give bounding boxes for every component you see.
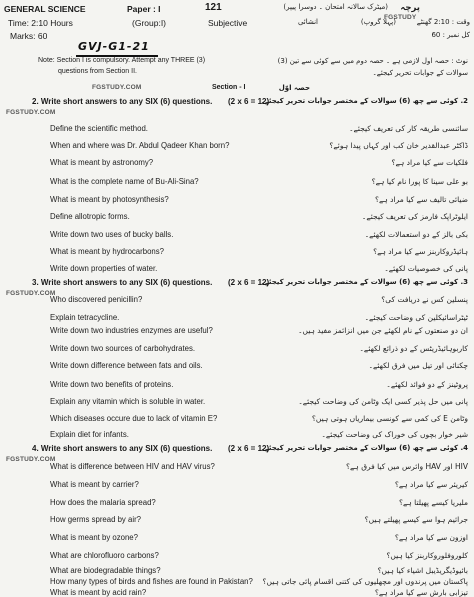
fgstudy-watermark-top: FGSTUDY <box>384 14 417 21</box>
note-line-1: Note: Section I is compulsory. Attempt any THREE (3) <box>38 57 206 64</box>
urdu-time: وقت : 2:10 گھنٹے <box>416 18 470 26</box>
q2-item-7-urdu: بکی بالز کے دو استعمالات لکھئے۔ <box>364 230 468 239</box>
q3-item-4: Write down two sources of carbohydrates. <box>50 344 196 353</box>
q3-item-6: Write down two benefits of proteins. <box>50 380 174 389</box>
watermark: FGSTUDY.COM <box>6 456 56 463</box>
urdu-type: انشائی <box>297 18 318 26</box>
q4-item-3-urdu: ملیریا کیسے پھیلتا ہے؟ <box>399 498 468 507</box>
q2-item-1: Define the scientific method. <box>50 124 148 133</box>
handwritten-paper-code: GVJ-G1-21 <box>78 40 150 53</box>
subject-label: GENERAL SCIENCE <box>4 4 86 14</box>
section-urdu-label: حصہ اوّل <box>278 84 310 92</box>
q3-item-3: Write down two industries enzymes are useful? <box>50 326 213 335</box>
q2-marks: (2 x 6 = 12) <box>228 97 270 106</box>
urdu-group: (پہلا گروپ) <box>360 18 396 26</box>
q4-item-1-urdu: HIV اور HAV وائرس میں کیا فرق ہے؟ <box>346 462 468 471</box>
q4-item-9: What is meant by acid rain? <box>50 588 147 597</box>
q2-item-8-urdu: ہائیڈروکاربنز سے کیا مراد ہے؟ <box>373 247 468 256</box>
watermark: FGSTUDY.COM <box>6 109 56 116</box>
q4-item-5: What is meant by ozone? <box>50 533 138 542</box>
q2-header: 2. Write short answers to any SIX (6) questions. <box>32 97 213 106</box>
q4-item-3: How does the malaria spread? <box>50 498 156 507</box>
q3-item-9-urdu: شیر خوار بچوں کی خوراک کی وضاحت کیجئے۔ <box>321 430 468 439</box>
note-line-2: questions from Section II. <box>58 68 137 75</box>
q4-item-4: How germs spread by air? <box>50 515 142 524</box>
q3-item-3-urdu: ان دو صنعتوں کے نام لکھئے جن میں انزائمز مفید ہیں۔ <box>298 326 468 335</box>
q3-header: 3. Write short answers to any SIX (6) questions. <box>32 278 213 287</box>
q4-item-6-urdu: کلوروفلوروکاربنز کیا ہیں؟ <box>386 551 468 560</box>
urdu-marks: کل نمبر : 60 <box>431 31 470 39</box>
q2-item-6-urdu: ایلوٹراپک فارمز کی تعریف کیجئے۔ <box>361 212 468 221</box>
q2-item-4: What is the complete name of Bu-Ali-Sina? <box>50 177 199 186</box>
q3-item-2: Explain tetracycline. <box>50 313 120 322</box>
q4-item-4-urdu: جراثیم ہوا سے کیسے پھیلتے ہیں؟ <box>364 515 468 524</box>
section-label: Section - I <box>212 84 246 91</box>
q3-item-1-urdu: پنسلین کس نے دریافت کی؟ <box>381 295 468 304</box>
q3-item-5-urdu: چکنائی اور تیل میں فرق لکھئے۔ <box>368 361 468 370</box>
q2-item-1-urdu: سائنسی طریقہ کار کی تعریف کیجئے۔ <box>349 124 468 133</box>
q4-urdu-header: 4. کوئی سے چھ (6) سوالات کے مختصر جوابات تحریر کیجئے۔ <box>260 444 468 452</box>
q3-marks: (2 x 6 = 12) <box>228 278 270 287</box>
watermark: FGSTUDY.COM <box>92 84 142 91</box>
q2-urdu-header: 2. کوئی سے چھ (6) سوالات کے مختصر جوابات تحریر کیجئے۔ <box>260 97 468 105</box>
q2-item-2: When and where was Dr. Abdul Qadeer Khan born? <box>50 141 230 150</box>
group-label: (Group:I) <box>132 18 167 28</box>
q4-item-1: What is difference between HIV and HAV virus? <box>50 462 215 471</box>
q2-item-9-urdu: پانی کی خصوصیات لکھئے۔ <box>384 264 468 273</box>
q2-item-3-urdu: فلکیات سے کیا مراد ہے؟ <box>391 158 468 167</box>
q2-item-5-urdu: ضیائی تالیف سے کیا مراد ہے؟ <box>374 195 468 204</box>
q3-item-9: Explain diet for infants. <box>50 430 129 439</box>
q2-item-5: What is meant by photosynthesis? <box>50 195 169 204</box>
urdu-paper: پرچہ <box>400 3 420 13</box>
type-label: Subjective <box>208 18 248 28</box>
marks-label: Marks: 60 <box>10 31 48 41</box>
q3-item-5: Write down difference between fats and oils. <box>50 361 203 370</box>
q3-urdu-header: 3. کوئی سے چھ (6) سوالات کے مختصر جوابات تحریر کیجئے۔ <box>260 278 468 286</box>
note-urdu-line-1: نوٹ : حصہ اول لازمی ہے ۔ حصہ دوم میں سے کوئی سے تین (3) <box>277 57 468 65</box>
q3-item-1: Who discovered penicillin? <box>50 295 143 304</box>
watermark: FGSTUDY.COM <box>6 290 56 297</box>
q4-item-9-urdu: تیزابی بارش سے کیا مراد ہے؟ <box>374 588 468 597</box>
q4-item-7-urdu: بائیوڈیگریڈیبل اشیاء کیا ہیں؟ <box>377 566 468 575</box>
q4-item-5-urdu: اوزون سے کیا مراد ہے؟ <box>394 533 468 542</box>
q3-item-6-urdu: پروٹینز کے دو فوائد لکھئے۔ <box>386 380 468 389</box>
q2-item-4-urdu: بو علی سینا کا پورا نام کیا ہے؟ <box>371 177 468 186</box>
q4-item-8: How many types of birds and fishes are found in Pakistan? <box>50 577 253 586</box>
q3-item-4-urdu: کاربوہائیڈریٹس کے دو ذرائع لکھئے۔ <box>359 344 468 353</box>
note-urdu-line-2: سوالات کے جوابات تحریر کیجئے۔ <box>372 69 468 77</box>
q2-item-9: Write down properties of water. <box>50 264 158 273</box>
q4-item-6: What are chlorofluoro carbons? <box>50 551 159 560</box>
q2-item-3: What is meant by astronomy? <box>50 158 154 167</box>
q3-item-8-urdu: وٹامن E کی کمی سے کونسی بیماریاں ہوتی ہیں؟ <box>311 414 468 423</box>
q4-item-2-urdu: کیریئر سے کیا مراد ہے؟ <box>394 480 468 489</box>
q3-item-7: Explain any vitamin which is soluble in water. <box>50 397 206 406</box>
q2-item-7: Write down two uses of bucky balls. <box>50 230 174 239</box>
q4-marks: (2 x 6 = 12) <box>228 444 270 453</box>
urdu-title: (میٹرک سالانہ امتحان ۔ دوسرا پیپر) <box>283 3 388 11</box>
time-label: Time: 2:10 Hours <box>8 18 73 28</box>
q4-item-2: What is meant by carrier? <box>50 480 139 489</box>
q4-item-7: What are biodegradable things? <box>50 566 161 575</box>
q2-item-2-urdu: ڈاکٹر عبدالقدیر خان کب اور کہاں پیدا ہوئے؟ <box>329 141 468 150</box>
q3-item-2-urdu: ٹیٹراسائیکلین کی وضاحت کیجئے۔ <box>364 313 468 322</box>
q2-item-6: Define allotropic forms. <box>50 212 130 221</box>
paper-label: Paper : I <box>127 4 161 14</box>
q4-item-8-urdu: پاکستان میں پرندوں اور مچھلیوں کی کتنی اقسام پائی جاتی ہیں؟ <box>262 577 468 586</box>
q3-item-7-urdu: پانی میں حل پذیر کسی ایک وٹامن کی وضاحت کیجئے۔ <box>298 397 468 406</box>
q4-header: 4. Write short answers to any SIX (6) questions. <box>32 444 213 453</box>
q2-item-8: What is meant by hydrocarbons? <box>50 247 164 256</box>
q3-item-8: Which diseases occure due to lack of vitamin E? <box>50 414 218 423</box>
paper-code: 121 <box>205 2 222 13</box>
